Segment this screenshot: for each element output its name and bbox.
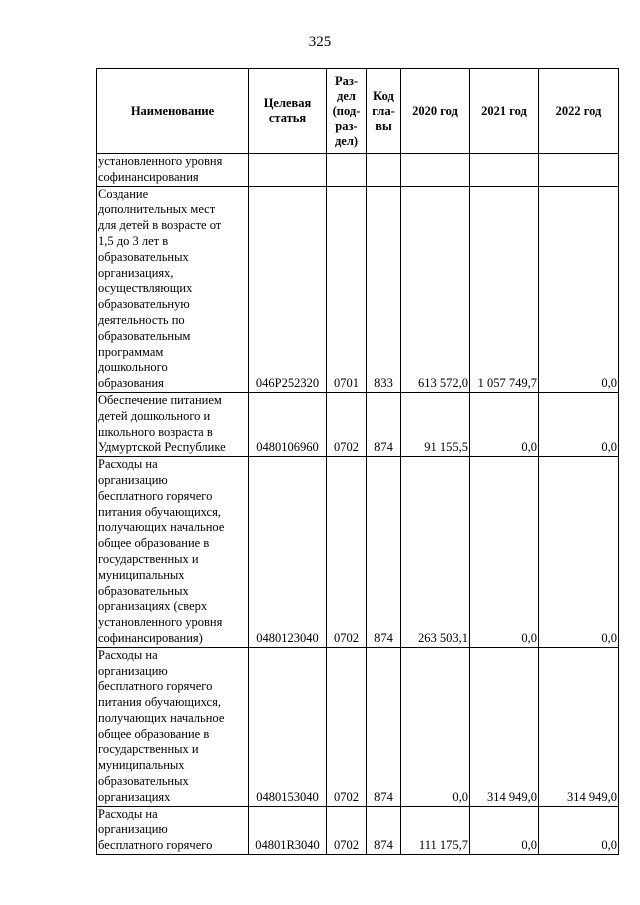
row-2021	[470, 154, 539, 187]
row-name: установленного уровня софинансирования	[97, 154, 249, 187]
row-section: 0701	[327, 186, 367, 392]
row-2021: 314 949,0	[470, 647, 539, 806]
row-2021: 0,0	[470, 392, 539, 456]
row-target-article	[249, 154, 327, 187]
header-2021: 2021 год	[470, 69, 539, 154]
row-target-article: 0480123040	[249, 457, 327, 648]
row-2022: 0,0	[539, 392, 619, 456]
row-2020: 0,0	[401, 647, 470, 806]
row-2022: 0,0	[539, 806, 619, 854]
budget-table	[96, 68, 619, 855]
row-chapter-code: 874	[367, 806, 401, 854]
row-chapter-code	[367, 154, 401, 187]
row-target-article: 04801R3040	[249, 806, 327, 854]
row-section: 0702	[327, 392, 367, 456]
row-2020: 263 503,1	[401, 457, 470, 648]
row-2020	[401, 154, 470, 187]
row-2021: 0,0	[470, 457, 539, 648]
row-2022: 0,0	[539, 457, 619, 648]
header-chapter-code: Код гла- вы	[367, 69, 401, 154]
row-section: 0702	[327, 647, 367, 806]
row-section: 0702	[327, 457, 367, 648]
row-name: Расходы на организацию бесплатного горячего	[97, 806, 249, 854]
row-2020: 91 155,5	[401, 392, 470, 456]
row-2020: 613 572,0	[401, 186, 470, 392]
row-2021: 0,0	[470, 806, 539, 854]
page-number: 325	[308, 34, 332, 50]
row-chapter-code: 874	[367, 647, 401, 806]
row-2022	[539, 154, 619, 187]
header-2022: 2022 год	[539, 69, 619, 154]
table-row	[97, 186, 619, 392]
row-2020: 111 175,7	[401, 806, 470, 854]
row-chapter-code: 833	[367, 186, 401, 392]
row-section: 0702	[327, 806, 367, 854]
table-row	[97, 806, 619, 854]
row-target-article: 0480106960	[249, 392, 327, 456]
row-chapter-code: 874	[367, 457, 401, 648]
table-row	[97, 647, 619, 806]
row-section	[327, 154, 367, 187]
row-target-article: 0480153040	[249, 647, 327, 806]
table-header-row	[97, 69, 619, 154]
table-row	[97, 457, 619, 648]
row-name: Расходы на организацию бесплатного горячего питания обучающихся, получающих начальное общее образование в государственных и муниципальных образовательных организациях	[97, 647, 249, 806]
header-target-article: Целевая статья	[249, 69, 327, 154]
row-name: Обеспечение питанием детей дошкольного и школьного возраста в Удмуртской Республике	[97, 392, 249, 456]
header-2020: 2020 год	[401, 69, 470, 154]
row-name: Расходы на организацию бесплатного горячего питания обучающихся, получающих начальное общее образование в государственных и муниципальных образовательных организациях (сверх установленного уровня софинансирования)	[97, 457, 249, 648]
table-row	[97, 392, 619, 456]
row-name: Создание дополнительных мест для детей в возрасте от 1,5 до 3 лет в образовательных организациях, осуществляющих образовательную деятельность по образовательным программам дошкольного образования	[97, 186, 249, 392]
row-2022: 0,0	[539, 186, 619, 392]
row-chapter-code: 874	[367, 392, 401, 456]
header-section: Раз- дел (под- раз- дел)	[327, 69, 367, 154]
header-name: Наименование	[97, 69, 249, 154]
row-2021: 1 057 749,7	[470, 186, 539, 392]
row-2022: 314 949,0	[539, 647, 619, 806]
table-row	[97, 154, 619, 187]
row-target-article: 046P252320	[249, 186, 327, 392]
